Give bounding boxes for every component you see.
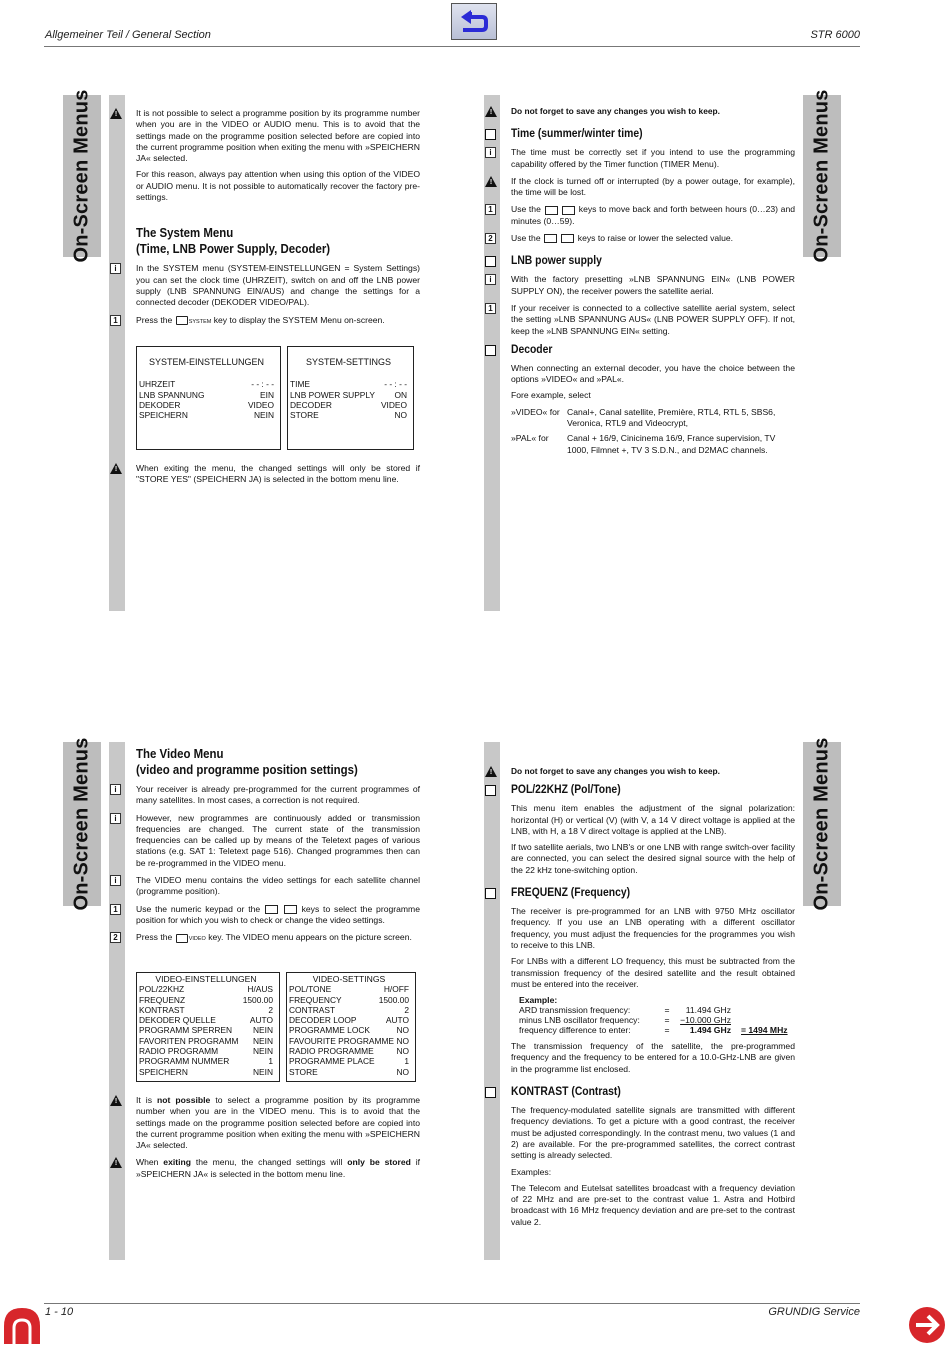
info-icon: i bbox=[110, 263, 121, 274]
bottom-right-column: ! Do not forget to save any changes you wish to keep. POL/22KHZ (Pol/Tone) This menu item enables the adjustment of the signal polarization: horizontal (H) or vertical (V) (with V, a 14 V direct voltage is applied at the LNB, with H, a 18 V direct voltage is applied at the LNB). If two satellite aerials, two LNB's or one LNB with range switch-over facility are connected, you can select the desired signal source with the help of the 22 kHz tone-switching option. FREQUENZ (Frequency) The receiver is pre-programmed for an LNB with 9750 MHz oscillator frequency. If you use an LNB operating with a different oscillator frequency, you must adjust the frequencies for the programmes you wish to receive to this LNB. For LNBs with a different LO frequency, this must be subtracted from the transmission frequency of the desired satellite and the result obtained must be entered into the receiver. Example: ARD transmission frequency: = 11.494 GHz minus LNB oscillator frequency: = −10.000 GHz frequency difference to enter: = 1.494 GHz = 1494 MHz The transmission frequency of the satellite, the pre-programmed frequency and the frequency to be entered for a 10.0-GHz-LNB are given in the programme list enclosed. KONTRAST (Contrast) The frequency-modulated satellite signals are transmitted with different frequency deviations. To get a picture with a good contrast, the receiver must be adjusted correspondingly. In the contrast menu, two values (1 and 2) are available. For the pre-programmed satellites, the correct contrast setting is already selected. Examples: The Telecom and Eutelsat satellites broadcast with a frequency deviation of 22 MHz and are pre-set to the contrast value 1. Astra and Hotbird broadcast with 16 MHz frequency deviation and are pre-set to the contrast value 2. bbox=[511, 766, 795, 1233]
header-rule bbox=[44, 46, 860, 47]
subsection-title: POL/22KHZ (Pol/Tone) bbox=[511, 784, 621, 797]
next-page-button[interactable] bbox=[908, 1306, 946, 1344]
checkbox-icon bbox=[485, 1087, 496, 1098]
checkbox-icon bbox=[485, 345, 496, 356]
top-right-column: ! Do not forget to save any changes you wish to keep. Time (summer/winter time) i The time must be correctly set if you intend to use the programming capability offered by the Timer function (TIMER Menu). ! If the clock is turned off or interrupted (by a power outage, for example), the time will be lost. 1 Use the keys to move back and forth between hours (0…23) and minutes (0…59). 2 Use the keys to raise or lower the selected value. LNB power supply i With the factory presetting »LNB SPANNUNG EIN« (LNB POWER SUPPLY ON), the receiver powers the satellite aerial. 1 If your receiver is connected to a collective satellite aerial system, select the setting »LNB SPANNUNG AUS« (LNB POWER SUPPLY OFF). If not, keep the »LNB SPANNUNG EIN« setting. Decoder When connecting an external decoder, you have the choice between the options »VIDEO« and »PAL«. Fore example, select »VIDEO« for Canal+, Canal satellite, Première, RTL4, RTL 5, SBS6, Veronica, RTL9 and Videocrypt, »PAL« for Canal + 16/9, Cinicinema 16/9, France supervision, TV 1000, Filmnet +, TV 3 S.D.N., and D2MAC channels. bbox=[511, 106, 795, 460]
frequency-example: Example: ARD transmission frequency: = 11.494 GHz minus LNB oscillator frequency: = −10.000 GHz frequency difference to enter: = 1.494 GHz = 1494 MHz bbox=[519, 995, 788, 1036]
step-number: 2 bbox=[110, 932, 121, 943]
right-arrow-icon bbox=[908, 1306, 946, 1344]
checkbox-icon bbox=[485, 256, 496, 267]
previous-page-button[interactable] bbox=[4, 1308, 40, 1344]
back-arch-icon bbox=[4, 1308, 40, 1344]
info-icon: i bbox=[110, 784, 121, 795]
warning-icon bbox=[485, 106, 496, 117]
back-button[interactable] bbox=[451, 3, 497, 40]
warning-icon bbox=[110, 463, 121, 474]
footer-brand: GRUNDIG Service bbox=[768, 1306, 860, 1318]
up-key-icon bbox=[265, 905, 278, 914]
checkbox-icon bbox=[485, 888, 496, 899]
bottom-left-column: The Video Menu (video and programme position settings) i Your receiver is already pre-programmed for the current programmes of many satellites. In most cases, a correction is not required. i However, new programmes are continuously added or transmission frequencies are changed. The current state of the transmission frequencies can be called up by means of the Teletext pages of various stations (e.g. SAT 1: Teletext page 516). Changed programmes then can be re-programmed in the VIDEO menu. i The VIDEO menu contains the video settings for each satellite channel (programme position). 1 Use the numeric keypad or the keys to select the programme position for which you wish to check or change the video settings. 2 Press the VIDEO key. The VIDEO menu appears on the picture screen. bbox=[136, 746, 420, 952]
video-menu-german: VIDEO-EINSTELLUNGEN POL/22KHZ H/AUS FREQUENZ 1500.00 KONTRAST 2 DEKODER QUELLE AUTO PROGRAMM SPERREN NEIN FAVORITEN PROGRAMM NEIN RADIO PROGRAMM NEIN PROGRAMM NUMMER 1 SPEICHERN NEIN bbox=[136, 972, 280, 1082]
info-note: i In the SYSTEM menu (SYSTEM-EINSTELLUNGEN = System Settings) you can set the clock time (UHRZEIT), switch on and off the LNB power supply (LNB SPANNUNG EIN/AUS) and change the settings for a connected decoder (DEKODER VIDEO/PAL). bbox=[136, 263, 420, 308]
warning-icon bbox=[485, 176, 496, 187]
side-tab-label: On-Screen Menus bbox=[803, 742, 841, 906]
step-number: 1 bbox=[485, 204, 496, 215]
sidebar-bar bbox=[109, 95, 125, 611]
section-title: The System Menu (Time, LNB Power Supply, Decoder) bbox=[136, 225, 331, 257]
warning-note: ! It is not possible to select a programme position by its programme number when you are in the VIDEO or AUDIO menu. This is to avoid that the settings made on the programme position selected before are copied into the current programme position when exiting the menu with »SPEICHERN JA« selected. For this reason, always pay attention when using this option of the VIDEO or AUDIO menu. It is not possible to automatically recover the factory pre-settings. bbox=[136, 108, 420, 203]
down-key-icon bbox=[284, 905, 297, 914]
top-left-column bbox=[113, 108, 420, 334]
warning-icon bbox=[485, 766, 496, 777]
system-menu-english: SYSTEM-SETTINGS TIME - - : - - LNB POWER SUPPLY ON DECODER VIDEO STORE NO bbox=[287, 346, 414, 450]
bottom-left-warnings: ! It is not possible to select a programme position by its programme number when you are in the VIDEO menu. This is to avoid that the settings made on the programme position selected before are copied into the current programme position when exiting the menu with »SPEICHERN JA« selected. ! When exiting the menu, the changed settings will only be stored if »SPEICHERN JA« is selected in the bottom menu line. bbox=[136, 1095, 420, 1186]
side-tab-label: On-Screen Menus bbox=[63, 742, 101, 906]
system-menu-german: SYSTEM-EINSTELLUNGEN UHRZEIT - - : - - LNB SPANNUNG EIN DEKODER VIDEO SPEICHERN NEIN bbox=[136, 346, 281, 450]
step-number: 1 bbox=[485, 303, 496, 314]
subsection-title: FREQUENZ (Frequency) bbox=[511, 887, 631, 900]
remote-key-icon bbox=[176, 316, 188, 325]
info-icon: i bbox=[110, 875, 121, 886]
step-1: 1 Press the SYSTEM key to display the SYSTEM Menu on-screen. bbox=[136, 315, 420, 328]
page-number: 1 - 10 bbox=[45, 1306, 74, 1318]
info-icon: i bbox=[485, 147, 496, 158]
checkbox-icon bbox=[485, 129, 496, 140]
subsection-title: Time (summer/winter time) bbox=[511, 128, 643, 141]
up-key-icon bbox=[545, 206, 558, 215]
warning-icon bbox=[110, 1095, 121, 1106]
sidebar-bar bbox=[484, 742, 500, 1260]
info-icon: i bbox=[110, 813, 121, 824]
warning-icon bbox=[110, 1157, 121, 1168]
side-tab-label: On-Screen Menus bbox=[803, 95, 841, 257]
header-model: STR 6000 bbox=[810, 29, 860, 41]
video-menu-english: VIDEO-SETTINGS POL/TONE H/OFF FREQUENCY 1500.00 CONTRAST 2 DECODER LOOP AUTO PROGRAMME LOCK NO FAVOURITE PROGRAMME NO RADIO PROGRAMME NO PROGRAMME PLACE 1 STORE NO bbox=[286, 972, 416, 1082]
right-key-icon bbox=[561, 234, 574, 243]
subsection-title: KONTRAST (Contrast) bbox=[511, 1086, 621, 1099]
info-icon: i bbox=[485, 274, 496, 285]
remote-key-icon bbox=[176, 934, 188, 943]
section-title: The Video Menu (video and programme position settings) bbox=[136, 746, 358, 777]
left-key-icon bbox=[544, 234, 557, 243]
footer-rule bbox=[44, 1303, 860, 1304]
step-number: 2 bbox=[485, 233, 496, 244]
side-tab-label: On-Screen Menus bbox=[63, 95, 101, 257]
checkbox-icon bbox=[485, 785, 496, 796]
warning-icon bbox=[110, 108, 121, 119]
step-number: 1 bbox=[110, 904, 121, 915]
subsection-title: Decoder bbox=[511, 343, 553, 356]
top-left-warning-2: ! When exiting the menu, the changed settings will only be stored if "STORE YES" (SPEICHERN JA) is selected in the bottom menu line. bbox=[136, 463, 420, 492]
down-key-icon bbox=[562, 206, 575, 215]
subsection-title: LNB power supply bbox=[511, 255, 602, 268]
step-number: 1 bbox=[110, 315, 121, 326]
header-section-title: Allgemeiner Teil / General Section bbox=[45, 29, 211, 41]
return-arrow-icon bbox=[452, 4, 496, 39]
